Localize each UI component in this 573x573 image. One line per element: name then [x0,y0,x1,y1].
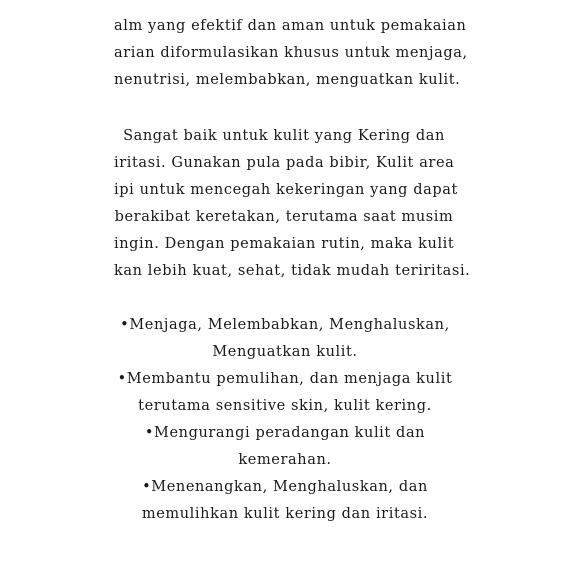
benefit-line: memulihkan kulit kering dan iritasi. [141,506,429,522]
benefit-line: •Menjaga, Melembabkan, Menghaluskan, [120,317,450,333]
benefit-line: •Membantu pemulihan, dan menjaga kulit [117,371,453,387]
intro-line: arian diformulasikan khusus untuk menjaga, [114,45,468,61]
benefit-line: •Menenangkan, Menghaluskan, dan [142,479,428,495]
usage-paragraph [114,123,471,285]
benefit-line: terutama sensitive skin, kulit kering. [138,398,432,414]
benefits-list [105,312,465,528]
intro-line: nenutrisi, melembabkan, menguatkan kulit. [114,72,461,88]
usage-line: kan lebih kuat, sehat, tidak mudah teriritasi. [114,263,471,279]
benefit-line: Menguatkan kulit. [212,344,358,360]
usage-line: ipi untuk mencegah kekeringan yang dapat [114,182,458,198]
benefit-line: •Mengurangi peradangan kulit dan [144,425,426,441]
benefit-line: kemerahan. [238,452,332,468]
usage-line: berakibat keretakan, terutama saat musim [114,209,454,225]
usage-line: iritasi. Gunakan pula pada bibir, Kulit area [114,155,455,171]
usage-line: Sangat baik untuk kulit yang Kering dan [123,128,445,144]
usage-line: ingin. Dengan pemakaian rutin, maka kulit [114,236,455,252]
intro-paragraph [114,13,468,94]
intro-line: alm yang efektif dan aman untuk pemakaian [114,18,467,34]
